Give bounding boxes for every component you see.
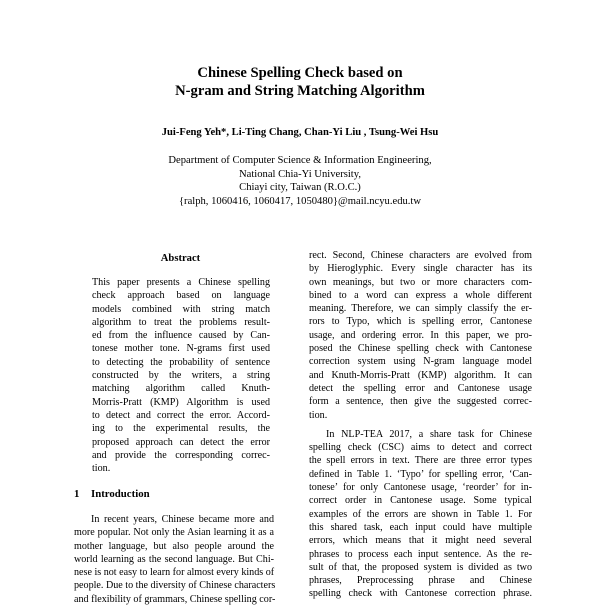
- title-line-2: N-gram and String Matching Algorithm: [175, 83, 425, 99]
- abstract-line: ing to the experimental results, the: [92, 423, 270, 435]
- body-line: phrases to process each input sentence. As the re-: [309, 548, 532, 560]
- body-line: this shared task, each input could have multiple: [309, 521, 532, 533]
- abstract-line: Morris-Pratt (KMP) Algorithm is used: [92, 396, 270, 408]
- author-list: Jui-Feng Yeh*, Li-Ting Chang, Chan-Yi Liu , Tsung-Wei Hsu: [161, 127, 439, 138]
- section-heading-introduction: [74, 488, 150, 501]
- section-number: 1: [74, 488, 80, 500]
- section-title: Introduction: [91, 488, 150, 500]
- abstract-line: ed from the influence caused by Can-: [92, 330, 270, 342]
- body-line: posed the Chinese spelling check with Cantonese: [309, 343, 532, 355]
- abstract-line: proposed approach can detect the error: [92, 436, 270, 448]
- body-line: examples of the errors are shown in Table 1. For: [309, 508, 532, 520]
- abstract-line: check approach based on language: [92, 290, 270, 302]
- abstract-line: to detect and correct the error. Accord-: [92, 409, 270, 421]
- body-line: meaning. Therefore, we can simply classify the er-: [309, 303, 532, 315]
- abstract-line: This paper presents a Chinese spelling: [92, 277, 270, 288]
- body-line: form a sentence, then give the suggested correc-: [309, 396, 532, 408]
- paragraph: [309, 249, 532, 422]
- body-line: sult of that, the proposed system is divided as two: [309, 561, 532, 573]
- title-line-1: Chinese Spelling Check based on: [197, 65, 403, 81]
- abstract-line: tonese mother tone. N-grams first used: [92, 343, 270, 355]
- affiliation-block: [0, 154, 600, 208]
- abstract-line: to detecting the probability of sentence: [92, 356, 270, 368]
- body-line: defined in Table 1. ‘Typo’ for spelling error, ‘Can-: [309, 468, 532, 480]
- body-line: phrases, Preprocessing phrase and Chinese: [309, 575, 532, 587]
- intro-line: more popular. Not only the Asian learning it as a: [74, 527, 274, 539]
- intro-line: world learning as the second language. But Chi-: [74, 553, 274, 565]
- abstract-body: [92, 276, 270, 475]
- abstract-line: algorithm to treat the problems result-: [92, 316, 270, 328]
- intro-line: people. Due to the diversity of Chinese characters: [74, 580, 276, 592]
- body-line: rors to Typo, which is spelling error, Cantonese: [309, 316, 532, 328]
- intro-line: mother language, but also people around the: [74, 540, 274, 552]
- body-line: tonese’ for only Cantonese usage, ‘reorder’ for in-: [309, 482, 532, 494]
- abstract-heading: Abstract: [160, 253, 201, 264]
- body-line: In NLP-TEA 2017, a share task for Chinese: [326, 428, 532, 440]
- body-line: correct order in Cantonese usage. Some typical: [309, 495, 532, 507]
- body-line: and Knuth-Morris-Pratt (KMP) algorithm. It can: [309, 369, 532, 381]
- body-line: by Hieroglyphic. Every single character has its: [309, 263, 532, 275]
- body-line: tion.: [309, 409, 328, 421]
- abstract-line: tion.: [92, 463, 111, 475]
- affiliation-email: {ralph, 1060416, 1060417, 1050480}@mail.ncyu.edu.tw: [178, 195, 422, 207]
- body-line: usage, and ordering error. In this paper, we pro-: [309, 329, 532, 341]
- right-column: [309, 249, 532, 601]
- body-line: bined to a word can express a whole different: [309, 289, 532, 301]
- body-line: correction system using N-gram language model: [309, 356, 532, 368]
- paper-title: [0, 64, 600, 100]
- body-line: errors, which means that it might need several: [309, 535, 532, 547]
- abstract-section: [92, 252, 270, 475]
- abstract-line: models combined with string match: [92, 303, 270, 315]
- body-line: spelling check (CSC) aims to detect and correct: [309, 442, 532, 454]
- intro-line: and flexibility of grammars, Chinese spelling cor-: [74, 593, 276, 605]
- abstract-line: matching algorithm called Knuth-: [92, 383, 270, 395]
- paragraph: [309, 428, 532, 601]
- abstract-line: and provide the corresponding correc-: [92, 449, 270, 461]
- body-line: detect the spelling error and Cantonese usage: [309, 382, 532, 394]
- body-line: rect. Second, Chinese characters are evolved from: [309, 250, 532, 261]
- intro-line: In recent years, Chinese became more and: [91, 514, 274, 525]
- abstract-line: constructed by the writers, a string: [92, 370, 270, 382]
- affiliation-line: Department of Computer Science & Information Engineering,: [168, 155, 432, 166]
- intro-line: nese is not easy to learn for almost every kinds of: [74, 567, 275, 579]
- body-line: own meanings, but two or more characters com-: [309, 276, 532, 288]
- affiliation-line: National Chia-Yi University,: [238, 168, 361, 180]
- body-line: spelling check with Cantonese correction phrase.: [309, 588, 532, 600]
- affiliation-line: Chiayi city, Taiwan (R.O.C.): [239, 182, 361, 194]
- introduction-body: [74, 513, 274, 606]
- body-line: the spell errors in text. There are three error types: [309, 455, 532, 467]
